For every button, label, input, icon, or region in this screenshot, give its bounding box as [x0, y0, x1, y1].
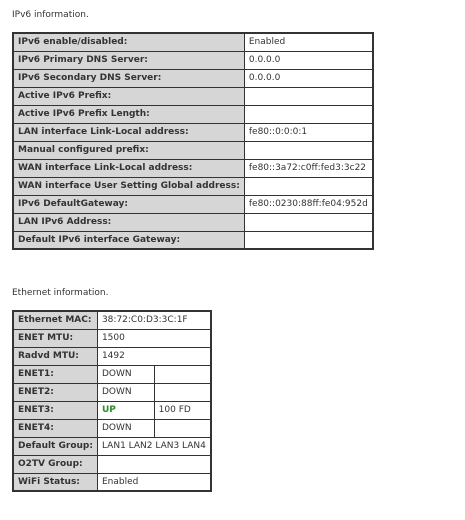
ipv6-row-label: LAN IPv6 Address:: [13, 213, 244, 231]
radvd-mtu-label: Radvd MTU:: [13, 347, 97, 365]
ethernet-mac-value: 38:72:C0:D3:3C:1F: [97, 311, 210, 329]
o2tv-group-value: [97, 455, 210, 473]
ipv6-row-label: IPv6 Secondary DNS Server:: [13, 69, 244, 87]
table-row: [13, 329, 211, 347]
ipv6-row-label: Active IPv6 Prefix:: [13, 87, 244, 105]
table-row: [13, 141, 373, 159]
ipv6-row-label: IPv6 Primary DNS Server:: [13, 51, 244, 69]
ipv6-row-label: IPv6 enable/disabled:: [13, 33, 244, 51]
ipv6-row-value: [244, 231, 372, 249]
default-group-value: LAN1 LAN2 LAN3 LAN4: [97, 437, 210, 455]
table-row: [13, 365, 211, 383]
radvd-mtu-value: 1492: [97, 347, 210, 365]
enet4-status: DOWN: [97, 419, 154, 437]
table-row: [13, 195, 373, 213]
ipv6-row-value: 0.0.0.0: [244, 69, 372, 87]
table-row: [13, 123, 373, 141]
enet3-speed: 100 FD: [154, 401, 211, 419]
ipv6-row-value: [244, 177, 372, 195]
wifi-status-label: WiFi Status:: [13, 473, 97, 491]
enet1-speed: [154, 365, 211, 383]
table-row: [13, 473, 211, 491]
table-row: [13, 213, 373, 231]
table-row: [13, 177, 373, 195]
table-row: [13, 437, 211, 455]
table-row: [13, 401, 211, 419]
table-row: [13, 87, 373, 105]
ethernet-info-table: [12, 310, 212, 492]
ipv6-section-title: IPv6 information.: [12, 10, 89, 20]
ipv6-row-value: 0.0.0.0: [244, 51, 372, 69]
table-row: [13, 159, 373, 177]
enet-mtu-label: ENET MTU:: [13, 329, 97, 347]
ipv6-row-value: [244, 87, 372, 105]
ipv6-row-value: fe80::3a72:c0ff:fed3:3c22: [244, 159, 372, 177]
table-row: [13, 105, 373, 123]
ipv6-row-value: [244, 141, 372, 159]
enet1-label: ENET1:: [13, 365, 97, 383]
ipv6-info-table: [12, 32, 374, 250]
table-row: [13, 455, 211, 473]
enet4-speed: [154, 419, 211, 437]
enet2-speed: [154, 383, 211, 401]
enet1-status: DOWN: [97, 365, 154, 383]
o2tv-group-label: O2TV Group:: [13, 455, 97, 473]
ipv6-row-value: fe80::0230:88ff:fe04:952d: [244, 195, 372, 213]
ipv6-row-label: LAN interface Link-Local address:: [13, 123, 244, 141]
ipv6-row-label: Manual configured prefix:: [13, 141, 244, 159]
table-row: [13, 51, 373, 69]
ipv6-row-label: IPv6 DefaultGateway:: [13, 195, 244, 213]
table-row: [13, 69, 373, 87]
enet-mtu-value: 1500: [97, 329, 210, 347]
ipv6-row-value: [244, 213, 372, 231]
ethernet-mac-label: Ethernet MAC:: [13, 311, 97, 329]
default-group-label: Default Group:: [13, 437, 97, 455]
ipv6-row-label: WAN interface User Setting Global address:: [13, 177, 244, 195]
ipv6-row-value: fe80::0:0:0:1: [244, 123, 372, 141]
table-row: [13, 33, 373, 51]
ethernet-section-title: Ethernet information.: [12, 288, 109, 298]
ipv6-row-value: Enabled: [244, 33, 372, 51]
enet4-label: ENET4:: [13, 419, 97, 437]
table-row: [13, 347, 211, 365]
table-row: [13, 231, 373, 249]
wifi-status-value: Enabled: [97, 473, 210, 491]
enet3-status: UP: [97, 401, 154, 419]
enet2-status: DOWN: [97, 383, 154, 401]
ipv6-row-label: Active IPv6 Prefix Length:: [13, 105, 244, 123]
enet3-label: ENET3:: [13, 401, 97, 419]
ipv6-row-value: [244, 105, 372, 123]
table-row: [13, 383, 211, 401]
table-row: [13, 311, 211, 329]
table-row: [13, 419, 211, 437]
ipv6-row-label: WAN interface Link-Local address:: [13, 159, 244, 177]
enet2-label: ENET2:: [13, 383, 97, 401]
ipv6-row-label: Default IPv6 interface Gateway:: [13, 231, 244, 249]
